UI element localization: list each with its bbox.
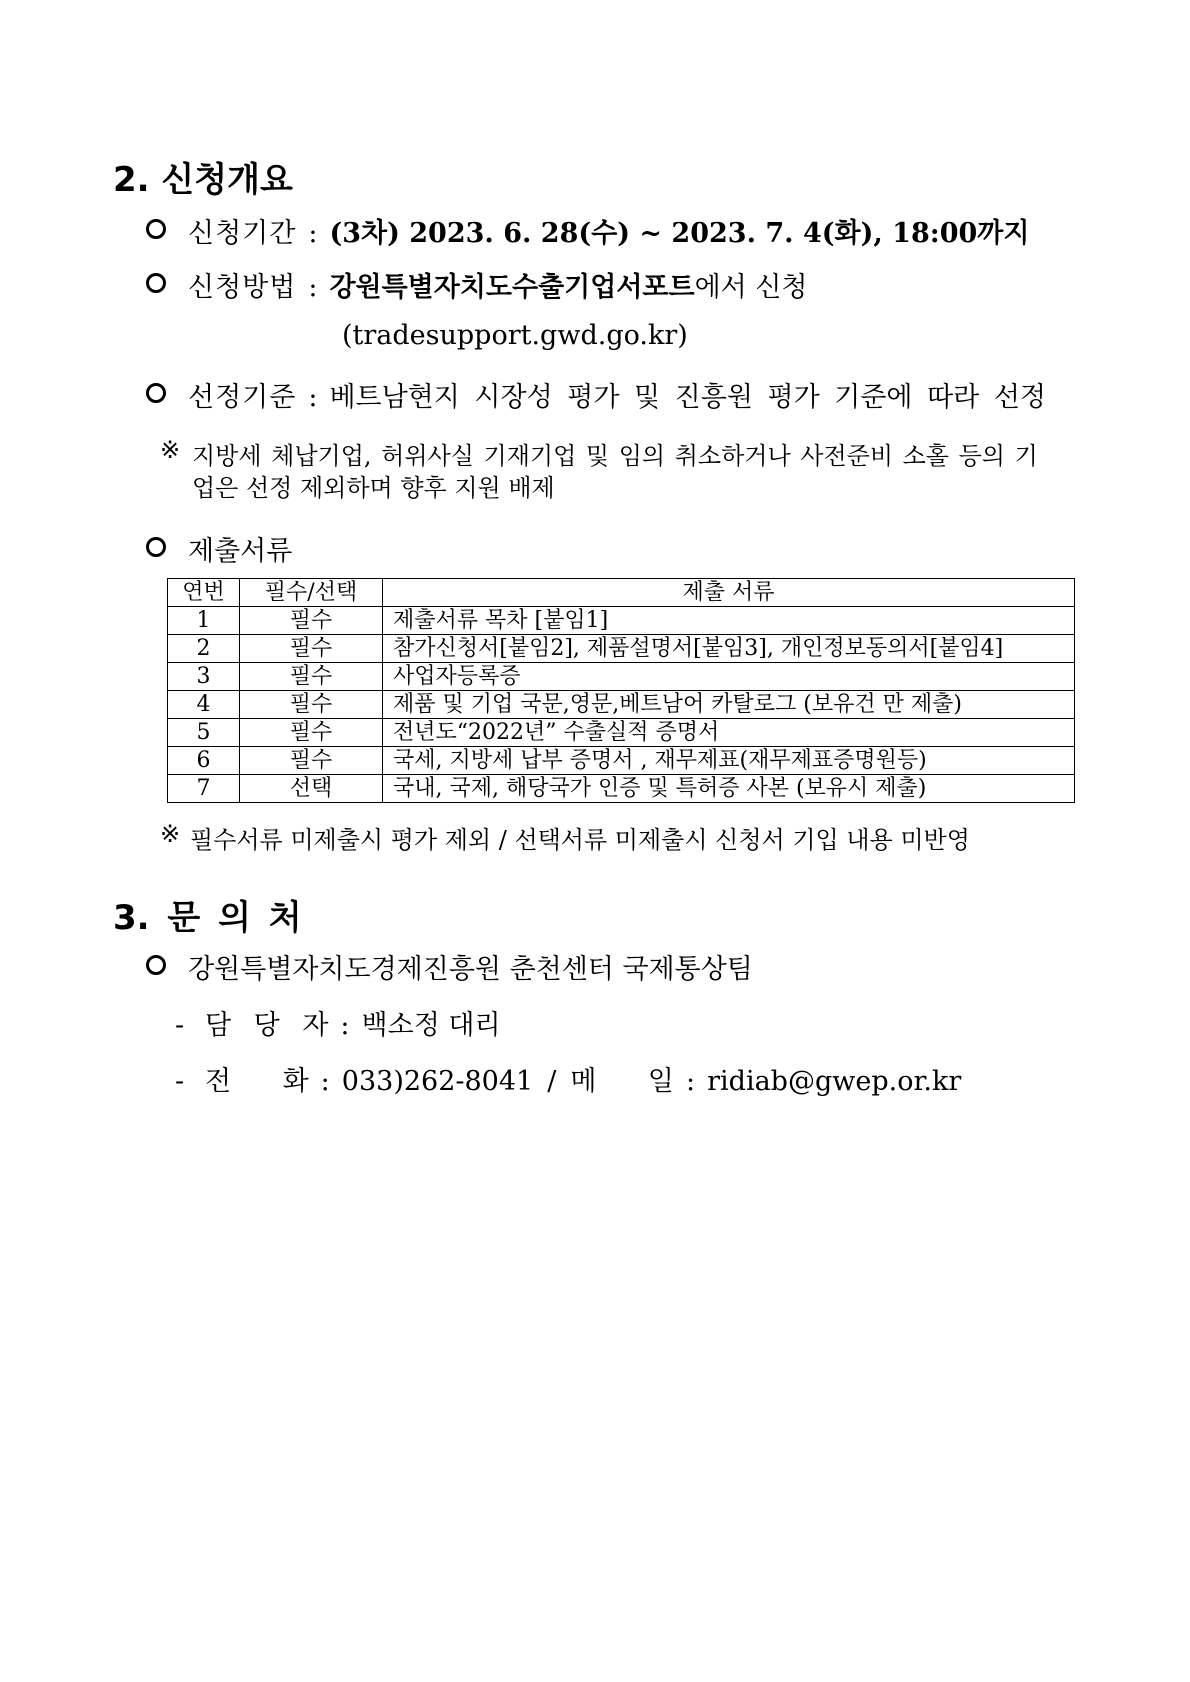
- phone-label: 전 화: [205, 1066, 309, 1097]
- manager-label: 담 당 자: [205, 1010, 329, 1041]
- row-required: 필수: [240, 747, 383, 775]
- row-no: 2: [168, 635, 240, 663]
- criteria-colon: :: [308, 382, 318, 413]
- manager-row: [175, 1003, 501, 1042]
- mail-label: 메 일: [570, 1066, 675, 1097]
- header-required: 필수/선택: [240, 579, 383, 607]
- phone-mail-row: [175, 1059, 961, 1098]
- circle-bullet-icon: [146, 273, 166, 293]
- method-label: 신청방법: [188, 272, 297, 303]
- contact-separator: /: [547, 1066, 557, 1097]
- manager-colon: :: [340, 1010, 350, 1041]
- manager-value: 백소정 대리: [361, 1010, 501, 1041]
- table-row: [168, 635, 1075, 663]
- contact-org: 강원특별자치도경제진흥원 춘천센터 국제통상팀: [188, 954, 753, 985]
- note-line-2: 업은 선정 제외하며 향후 지원 배제: [192, 474, 555, 502]
- method-value-bold: 강원특별자치도수출기업서포트: [329, 272, 695, 303]
- circle-bullet-icon: [146, 383, 166, 403]
- row-required: 필수: [240, 635, 383, 663]
- header-documents: 제출 서류: [383, 579, 1075, 607]
- mail-colon: :: [686, 1066, 696, 1097]
- manager-dash: -: [175, 1010, 185, 1041]
- note-line-1: 지방세 체납기업, 허위사실 기재기업 및 임의 취소하거나 사전준비 소홀 등의 기: [192, 442, 1038, 470]
- phone-colon: :: [320, 1066, 330, 1097]
- table-row: [168, 747, 1075, 775]
- table-row: [168, 691, 1075, 719]
- table-row: [168, 719, 1075, 747]
- period-colon: :: [308, 218, 318, 249]
- table-header-row: [168, 579, 1075, 607]
- period-value: (3차) 2023. 6. 28(수) ~ 2023. 7. 4(화), 18:00까지: [329, 218, 1030, 249]
- row-no: 1: [168, 607, 240, 635]
- mail-value: ridiab@gwep.or.kr: [707, 1066, 962, 1097]
- row-required: 필수: [240, 719, 383, 747]
- row-no: 3: [168, 663, 240, 691]
- period-row: [188, 211, 1029, 250]
- circle-bullet-icon: [146, 955, 166, 975]
- row-no: 6: [168, 747, 240, 775]
- section-3-title: 3. 문 의 처: [113, 898, 302, 938]
- method-colon: :: [308, 272, 318, 303]
- row-document: 전년도“2022년” 수출실적 증명서: [383, 719, 1075, 747]
- row-document: 제품 및 기업 국문,영문,베트남어 카탈로그 (보유건 만 제출): [383, 691, 1075, 719]
- row-document: 제출서류 목차 [붙임1]: [383, 607, 1075, 635]
- table-row: [168, 775, 1075, 803]
- docs-label: 제출서류: [188, 536, 293, 567]
- method-value-rest: 에서 신청: [694, 272, 808, 303]
- criteria-value: 베트남현지 시장성 평가 및 진흥원 평가 기준에 따라 선정: [329, 382, 1046, 413]
- row-required: 필수: [240, 663, 383, 691]
- circle-bullet-icon: [146, 537, 166, 557]
- contact-dash: -: [175, 1066, 185, 1097]
- row-required: 필수: [240, 691, 383, 719]
- section-2-title: 2. 신청개요: [113, 160, 293, 200]
- row-no: 7: [168, 775, 240, 803]
- row-document: 국세, 지방세 납부 증명서 , 재무제표(재무제표증명원등): [383, 747, 1075, 775]
- row-required: 선택: [240, 775, 383, 803]
- table-row: [168, 663, 1075, 691]
- phone-value: 033)262-8041: [341, 1066, 534, 1097]
- period-label: 신청기간: [188, 218, 297, 249]
- row-no: 4: [168, 691, 240, 719]
- submission-documents-table: [167, 578, 1075, 803]
- row-document: 참가신청서[붙임2], 제품설명서[붙임3], 개인정보동의서[붙임4]: [383, 635, 1075, 663]
- note-required-docs: 필수서류 미제출시 평가 제외 / 선택서류 미제출시 신청서 기입 내용 미반영: [190, 826, 970, 854]
- row-document: 사업자등록증: [383, 663, 1075, 691]
- note-mark: ※: [160, 820, 181, 848]
- criteria-row: [188, 375, 1046, 414]
- row-required: 필수: [240, 607, 383, 635]
- table-row: [168, 607, 1075, 635]
- header-no: 연번: [168, 579, 240, 607]
- criteria-label: 선정기준: [188, 382, 297, 413]
- circle-bullet-icon: [146, 219, 166, 239]
- method-row: [188, 265, 808, 304]
- row-document: 국내, 국제, 해당국가 인증 및 특허증 사본 (보유시 제출): [383, 775, 1075, 803]
- method-url: (tradesupport.gwd.go.kr): [342, 320, 688, 351]
- note-mark: ※: [160, 436, 181, 464]
- row-no: 5: [168, 719, 240, 747]
